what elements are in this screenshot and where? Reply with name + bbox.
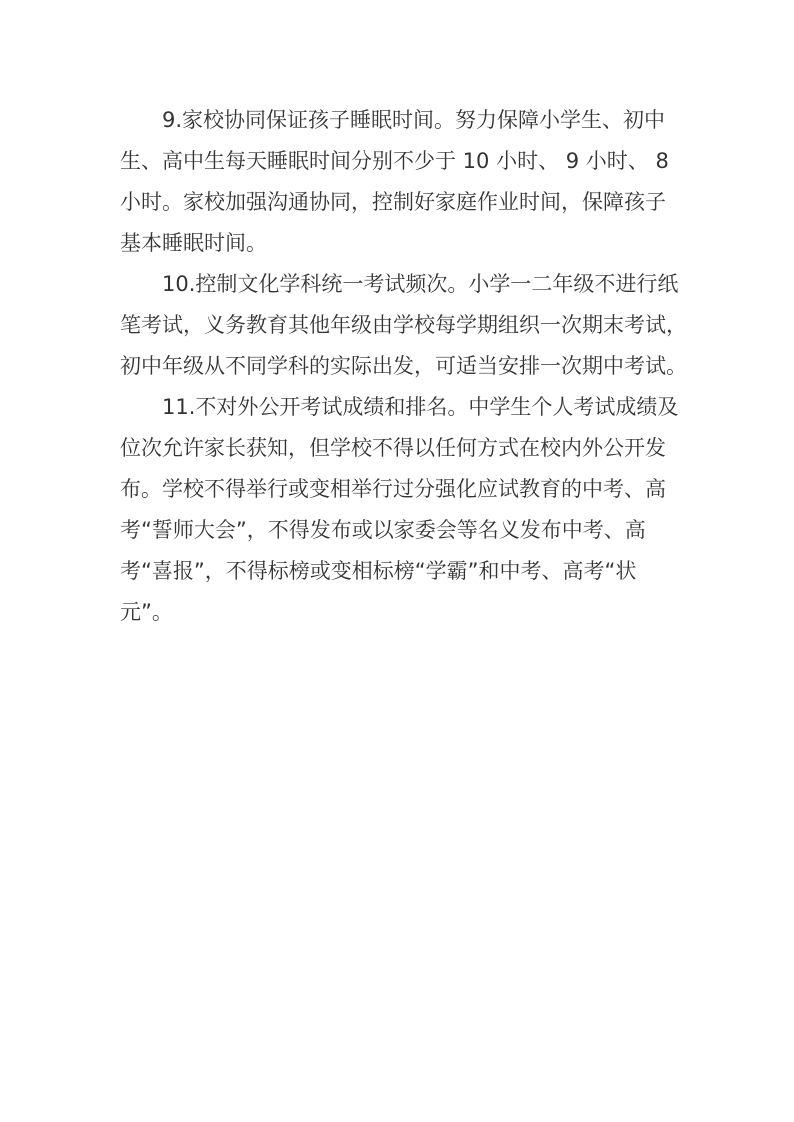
paragraph-line: 笔考试，义务教育其他年级由学校每学期组织一次期末考试， xyxy=(120,313,687,337)
paragraph-line: 布。学校不得举行或变相举行过分强化应试教育的中考、高 xyxy=(120,477,666,501)
paragraph-line: 生、高中生每天睡眠时间分别不少于 10 小时、 9 小时、 8 xyxy=(120,149,669,173)
paragraph-line: 小时。家校加强沟通协同，控制好家庭作业时间，保障孩子 xyxy=(120,190,666,214)
paragraph-line: 位次允许家长获知，但学校不得以任何方式在校内外公开发 xyxy=(120,436,666,460)
paragraph-line: 9.家校协同保证孩子睡眠时间。努力保障小学生、初中 xyxy=(162,108,666,132)
paragraph-line: 考“喜报”，不得标榜或变相标榜“学霸”和中考、高考“状 xyxy=(120,559,637,583)
paragraph-line: 10.控制文化学科统一考试频次。小学一二年级不进行纸 xyxy=(162,272,679,296)
paragraph-line: 11.不对外公开考试成绩和排名。中学生个人考试成绩及 xyxy=(162,395,679,419)
paragraph-line: 基本睡眠时间。 xyxy=(120,231,267,255)
paragraph-11 xyxy=(120,387,680,633)
paragraph-line: 初中年级从不同学科的实际出发，可适当安排一次期中考试。 xyxy=(120,354,687,378)
paragraph-9 xyxy=(120,100,680,264)
document-body xyxy=(120,100,687,633)
paragraph-10 xyxy=(120,264,687,387)
paragraph-line: 考“誓师大会”，不得发布或以家委会等名义发布中考、高 xyxy=(120,518,646,542)
paragraph-line: 元”。 xyxy=(120,600,173,624)
